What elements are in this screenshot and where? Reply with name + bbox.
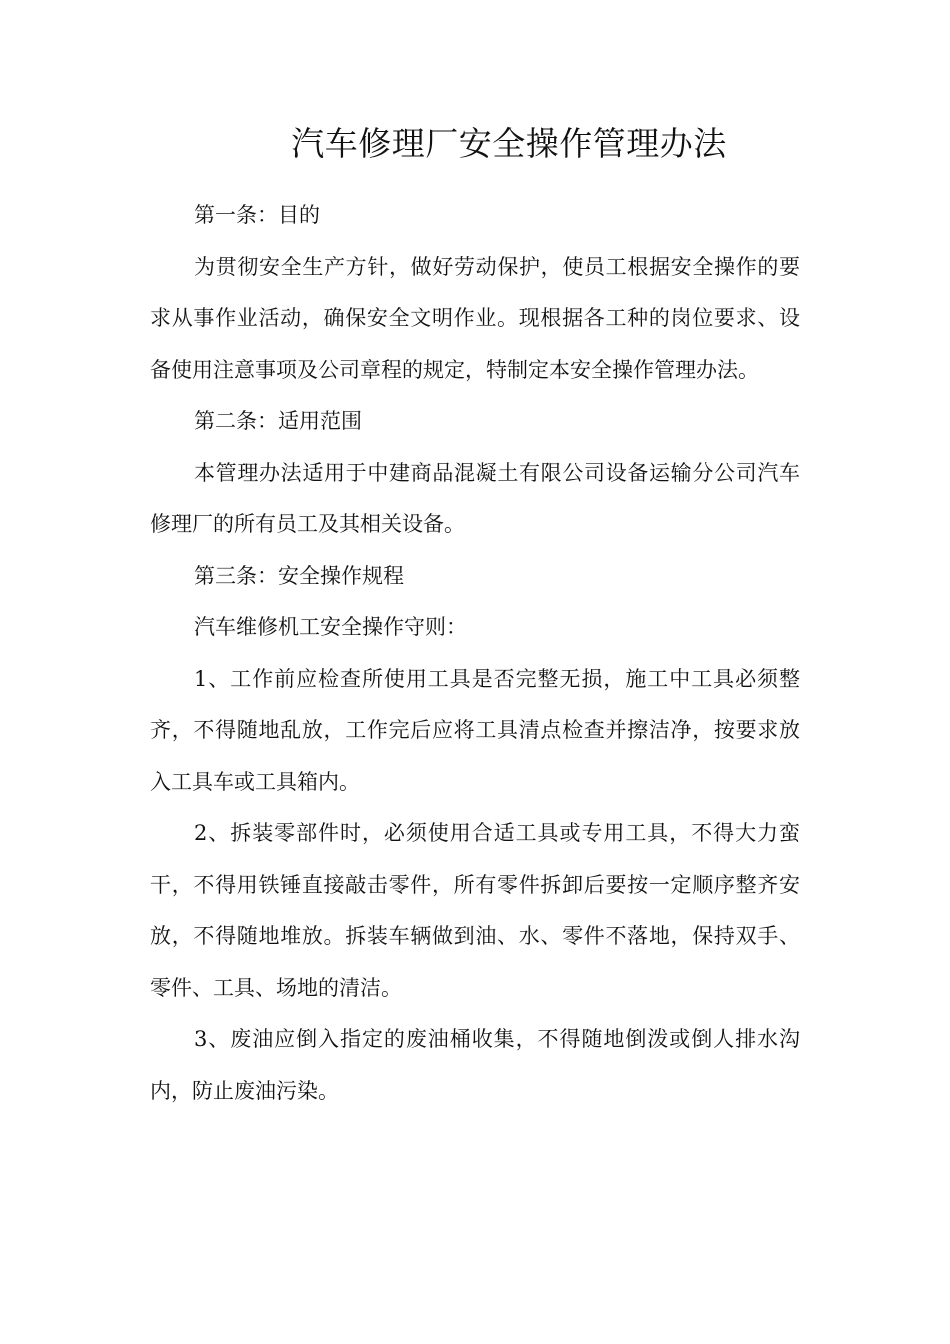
rule-item-2: 2、拆装零部件时，必须使用合适工具或专用工具，不得大力蛮干，不得用铁锤直接敲击零件，所有零件拆卸后要按一定顺序整齐安放，不得随地堆放。拆装车辆做到油、水、零件不落地，保持双手、零件、工具、场地的清洁。 [150,821,800,1000]
article-1-paragraph: 为贯彻安全生产方针，做好劳动保护，使员工根据安全操作的要求从事作业活动，确保安全文明作业。现根据各工种的岗位要求、设备使用注意事项及公司章程的规定，特制定本安全操作管理办法。 [150,254,800,382]
document-body [150,190,800,1117]
article-3-heading: 第三条：安全操作规程 [194,563,404,588]
rule-item-1: 1、工作前应检查所使用工具是否完整无损，施工中工具必须整齐，不得随地乱放，工作完后应将工具清点检查并擦洁净，按要求放入工具车或工具箱内。 [150,666,800,794]
article-1-heading: 第一条：目的 [194,203,320,227]
article-2-paragraph: 本管理办法适用于中建商品混凝土有限公司设备运输分公司汽车修理厂的所有员工及其相关设备。 [150,460,800,536]
rule-item-3: 3、废油应倒入指定的废油桶收集，不得随地倒泼或倒人排水沟内，防止废油污染。 [150,1027,800,1103]
article-2-heading: 第二条：适用范围 [194,409,362,433]
document-title: 汽车修理厂安全操作管理办法 [291,124,727,163]
mechanic-rules-heading: 汽车维修机工安全操作守则： [194,615,467,639]
